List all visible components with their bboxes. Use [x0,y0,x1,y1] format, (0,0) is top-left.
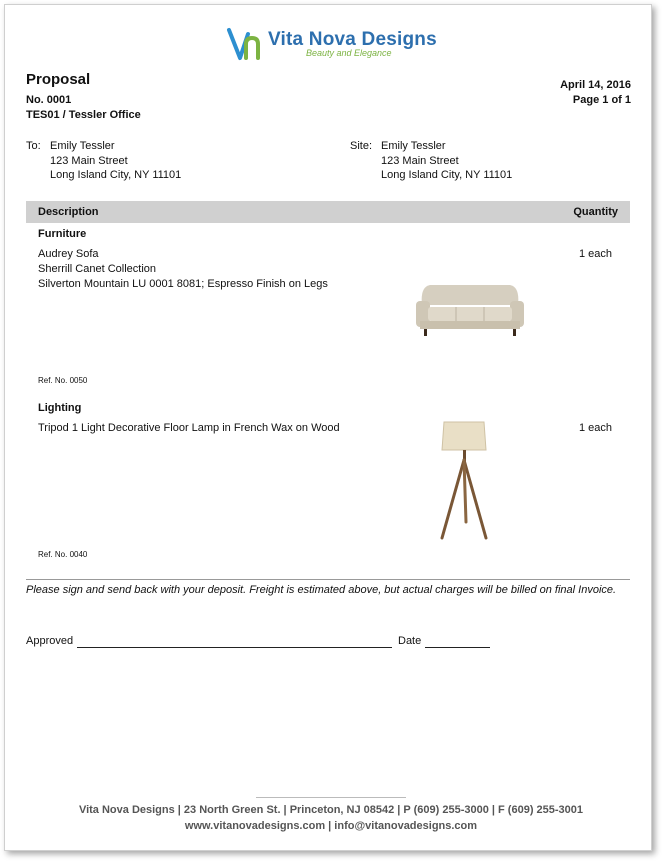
to-city: Long Island City, NY 11101 [50,169,182,181]
table-header [26,201,630,223]
description-column-header: Description [38,206,99,218]
item-quantity: 1 each [578,422,612,434]
site-name: Emily Tessler [381,140,446,152]
quantity-column-header: Quantity [573,206,618,218]
approved-signature-line[interactable] [77,647,392,648]
proposal-number: No. 0001 [26,94,72,106]
page-indicator: Page 1 of 1 [572,94,631,106]
item-line: Tripod 1 Light Decorative Floor Lamp in French Wax on Wood [38,422,340,434]
item-line: Silverton Mountain LU 0001 8081; Espresso Finish on Legs [38,278,328,290]
category-lighting: Lighting [38,402,82,414]
site-city: Long Island City, NY 11101 [381,169,513,181]
category-furniture: Furniture [38,228,87,240]
document-title: Proposal [26,71,91,88]
site-label: Site: [350,140,373,152]
date-label: Date [398,635,422,647]
approved-label: Approved [26,635,74,647]
site-street: 123 Main Street [381,155,459,167]
sofa-image [412,275,528,341]
to-name: Emily Tessler [50,140,115,152]
deposit-note: Please sign and send back with your deposit. Freight is estimated above, but actual charges will be billed on final Invoice. [26,584,617,596]
item-quantity: 1 each [578,248,612,260]
date-signature-line[interactable] [425,647,490,648]
company-name: Vita Nova Designs [268,29,437,50]
company-tagline: Beauty and Elegance [306,48,392,58]
proposal-date: April 14, 2016 [560,79,631,91]
footer-contact: Vita Nova Designs | 23 North Green St. | Princeton, NJ 08542 | P (609) 255-3000 | F (609) 255-3001 [78,804,584,816]
item-line: Audrey Sofa [38,248,99,260]
company-logo-icon [226,24,266,64]
footer-divider [256,797,406,798]
to-label: To: [26,140,41,152]
reference-number: Ref. No. 0050 [38,376,88,385]
item-line: Sherrill Canet Collection [38,263,156,275]
project-name: TES01 / Tessler Office [26,109,141,121]
reference-number: Ref. No. 0040 [38,550,88,559]
floor-lamp-image [432,418,496,542]
divider [26,579,630,580]
to-street: 123 Main Street [50,155,128,167]
footer-web: www.vitanovadesigns.com | info@vitanovadesigns.com [184,820,478,832]
